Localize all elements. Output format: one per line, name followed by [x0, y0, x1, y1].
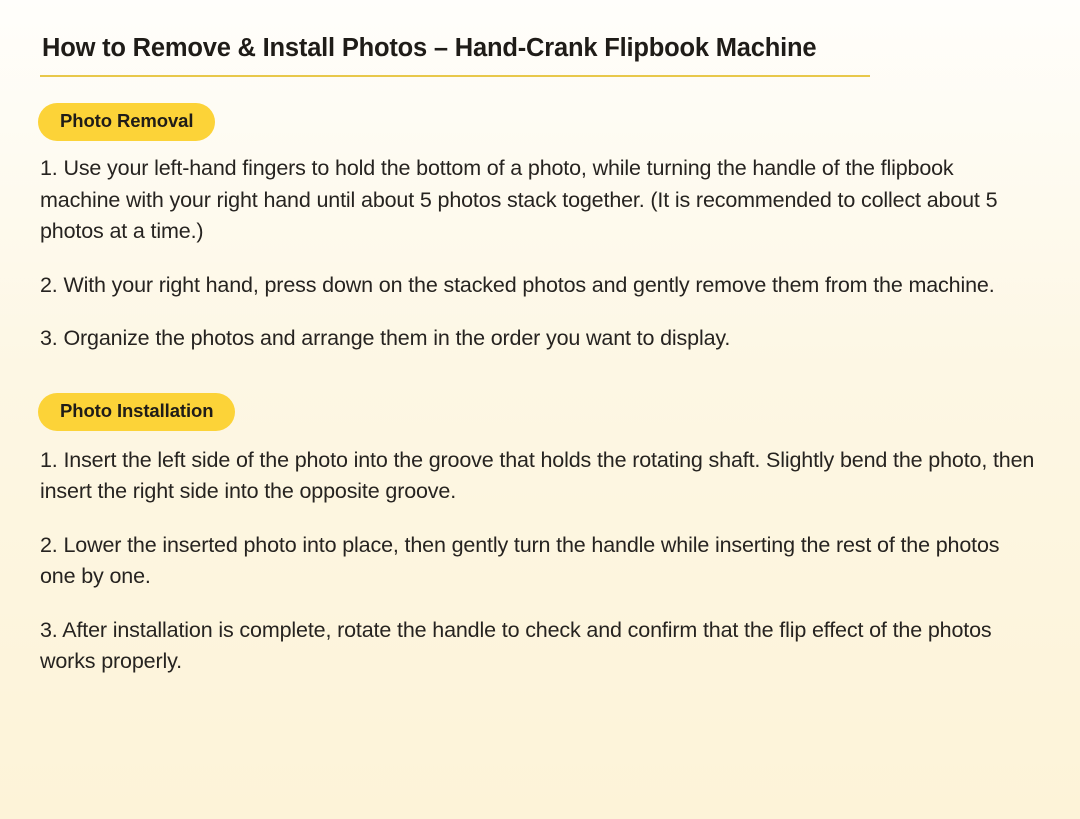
step-item: 1. Use your left-hand fingers to hold the bottom of a photo, while turning the handle of the flipbook machine with your right hand until about 5 photos stack together. (It is recommended to collect about 5 photos at a time.): [40, 156, 998, 243]
steps-photo-installation: [38, 445, 1040, 678]
steps-photo-removal: [38, 153, 1040, 355]
step-item: 2. Lower the inserted photo into place, then gently turn the handle while inserting the rest of the photos one by one.: [40, 532, 1000, 588]
section-badge-photo-removal: Photo Removal: [38, 103, 215, 141]
page-title: How to Remove & Install Photos – Hand-Crank Flipbook Machine: [42, 34, 817, 62]
step-item: 3. Organize the photos and arrange them in the order you want to display.: [40, 326, 731, 350]
section-badge-photo-installation: Photo Installation: [38, 393, 235, 431]
step-item: 2. With your right hand, press down on the stacked photos and gently remove them from the machine.: [40, 272, 995, 297]
section-photo-removal: [38, 77, 1040, 355]
section-photo-installation: [38, 355, 1040, 678]
step-item: 1. Insert the left side of the photo into the groove that holds the rotating shaft. Slightly bend the photo, then insert the right side into the opposite groove.: [40, 447, 1035, 503]
step-item: 3. After installation is complete, rotate the handle to check and confirm that the flip effect of the photos works properly.: [40, 617, 992, 673]
